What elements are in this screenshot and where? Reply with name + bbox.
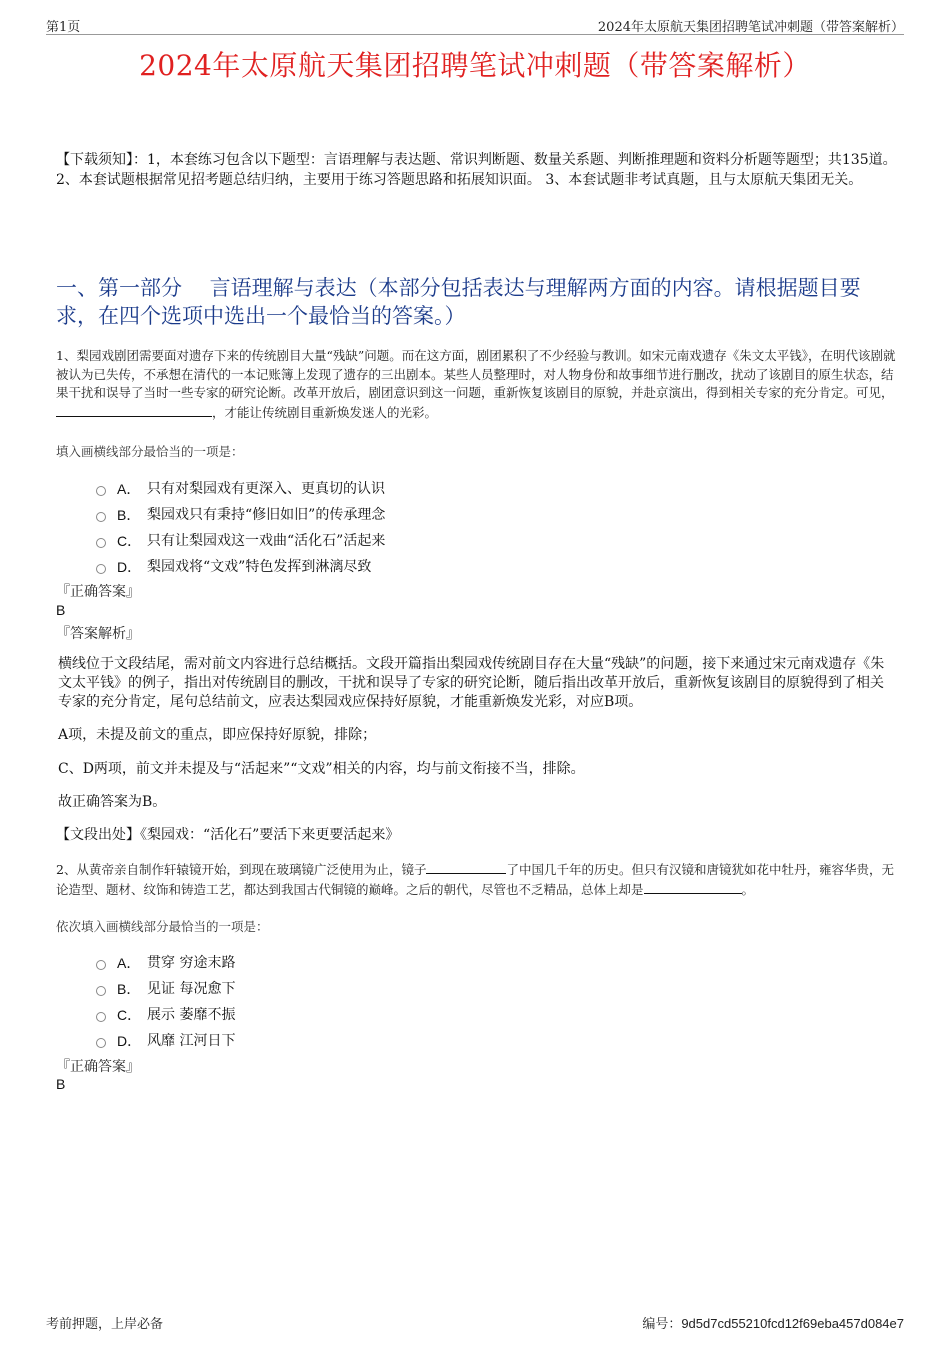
option-text: 风靡 江河日下: [147, 1033, 236, 1049]
q1-source: 【文段出处】《梨园戏：“活化石”要活下来更要活起来》: [56, 827, 400, 843]
q2-option-a[interactable]: [96, 950, 235, 976]
option-letter: B．: [117, 507, 141, 523]
q1-option-b[interactable]: [96, 502, 385, 528]
option-text: 只有对梨园戏有更深入、更真切的认识: [147, 481, 385, 497]
page-header: [46, 14, 904, 35]
radio-icon[interactable]: [96, 564, 106, 574]
option-text: 贯穿 穷途末路: [147, 955, 236, 971]
q1-option-c[interactable]: [96, 528, 385, 554]
radio-icon[interactable]: [96, 1038, 106, 1048]
radio-icon[interactable]: [96, 538, 106, 548]
q1-blank: [56, 403, 212, 417]
option-letter: A．: [117, 481, 141, 497]
option-letter: A．: [117, 955, 141, 971]
option-text: 梨园戏只有秉持“修旧如旧”的传承理念: [147, 507, 386, 523]
q1-option-a[interactable]: [96, 476, 385, 502]
q1-analysis: 横线位于文段结尾，需对前文内容进行总结概括。文段开篇指出梨园戏传统剧目存在大量“残缺”的问题，接下来通过宋元南戏遗存《朱文太平钱》的例子，指出对传统剧目的删改，干扰和误导了专家的研究论断，随后指出改革开放后，重新恢复该剧目的原貌得到了相关专家的充分肯定，尾句总结前文，应表达梨园戏应保持好原貌，才能重新焕发光彩，对应B项。: [58, 656, 885, 710]
option-text: 见证 每况愈下: [147, 981, 236, 997]
option-letter: D．: [117, 559, 142, 575]
option-text: 只有让梨园戏这一戏曲“活化石”活起来: [147, 533, 386, 549]
radio-icon[interactable]: [96, 1012, 106, 1022]
q1-stem-before: 1、梨园戏剧团需要面对遗存下来的传统剧目大量“残缺”问题。而在这方面，剧团累积了不少经验与教训。如宋元南戏遗存《朱文太平钱》，在明代该剧就被认为已失传，不承想在清代的一本记账簿上发现了遗存的三出剧本。某些人员整理时，对人物身份和故事细节进行删改，扰动了该剧目的原生状态，结果干扰和误导了当时一些专家的研究论断。改革开放后，剧团意识到这一问题，重新恢复该剧目的原貌，并赴京演出，得到相关专家的充分肯定。可见，: [56, 348, 896, 400]
question-2-stem: [56, 860, 900, 899]
q2-stem-3: 。: [741, 881, 755, 897]
option-letter: C．: [117, 1007, 142, 1023]
q2-prompt: 依次填入画横线部分最恰当的一项是：: [56, 919, 269, 934]
q2-options: [96, 950, 235, 1054]
q2-answer-label: 『正确答案』: [56, 1059, 140, 1075]
footer-code: [642, 1313, 904, 1332]
q1-stem-after: ，才能让传统剧目重新焕发迷人的光彩。: [212, 404, 438, 420]
q2-stem-1: 2、从黄帝亲自制作轩辕镜开始，到现在玻璃镜广泛使用为止，镜子: [56, 862, 427, 877]
q2-answer: B: [56, 1076, 66, 1092]
radio-icon[interactable]: [96, 960, 106, 970]
option-text: 展示 萎靡不振: [147, 1007, 236, 1023]
footer-code-label: 编号：: [642, 1317, 682, 1332]
radio-icon[interactable]: [96, 986, 106, 996]
q2-option-b[interactable]: [96, 976, 235, 1002]
footer-code-value: 9d5d7cd55210fcd12f69eba457d084e7: [681, 1316, 904, 1331]
section-title: 一、第一部分 言语理解与表达（本部分包括表达与理解两方面的内容。请根据题目要求，在四个选项中选出一个最恰当的答案。）: [56, 276, 861, 328]
footer-slogan: 考前押题，上岸必备: [46, 1317, 164, 1332]
q2-blank-2: [644, 880, 742, 894]
option-letter: B．: [117, 981, 141, 997]
page-number: 第1页: [46, 20, 81, 35]
option-letter: C．: [117, 533, 142, 549]
q1-option-d[interactable]: [96, 554, 385, 580]
option-text: 梨园戏将“文戏”特色发挥到淋漓尽致: [147, 559, 372, 575]
q1-prompt: 填入画横线部分最恰当的一项是：: [56, 444, 244, 459]
header-doc-title: 2024年太原航天集团招聘笔试冲刺题（带答案解析）: [597, 20, 904, 35]
q1-answer-label: 『正确答案』: [56, 584, 140, 600]
radio-icon[interactable]: [96, 486, 106, 496]
q1-answer: B: [56, 602, 66, 618]
q1-options: [96, 476, 385, 580]
q2-stem-2: 了中国几千年的历史。但只有汉镜和唐镜犹如花中牡丹，雍容华贵，无论造型、题材、纹饰和铸造工艺，都达到我国古代铜镜的巅峰。之后的朝代，尽管也不乏精品，总体上却是: [56, 862, 894, 897]
radio-icon[interactable]: [96, 512, 106, 522]
q1-conclusion: 故正确答案为B。: [58, 794, 167, 810]
q2-option-c[interactable]: [96, 1002, 235, 1028]
q2-option-d[interactable]: [96, 1028, 235, 1054]
q1-analysis-label: 『答案解析』: [56, 626, 140, 642]
question-1-stem: [56, 347, 900, 422]
q2-blank-1: [426, 860, 506, 874]
option-letter: D．: [117, 1033, 142, 1049]
download-notice: 【下载须知】：1，本套练习包含以下题型：言语理解与表达题、常识判断题、数量关系题、判断推理题和资料分析题等题型；共135道。 2、本套试题根据常见招考题总结归纳，主要用于练习答题思路和拓展知识面。 3、本套试题非考试真题，且与太原航天集团无关。: [56, 152, 897, 188]
q1-note-cd: C、D两项，前文并未提及与“活起来”“文戏”相关的内容，均与前文衔接不当，排除。: [58, 761, 585, 777]
document-title: 2024年太原航天集团招聘笔试冲刺题（带答案解析）: [139, 49, 811, 82]
q1-note-a: A项，未提及前文的重点，即应保持好原貌，排除；: [58, 727, 377, 743]
